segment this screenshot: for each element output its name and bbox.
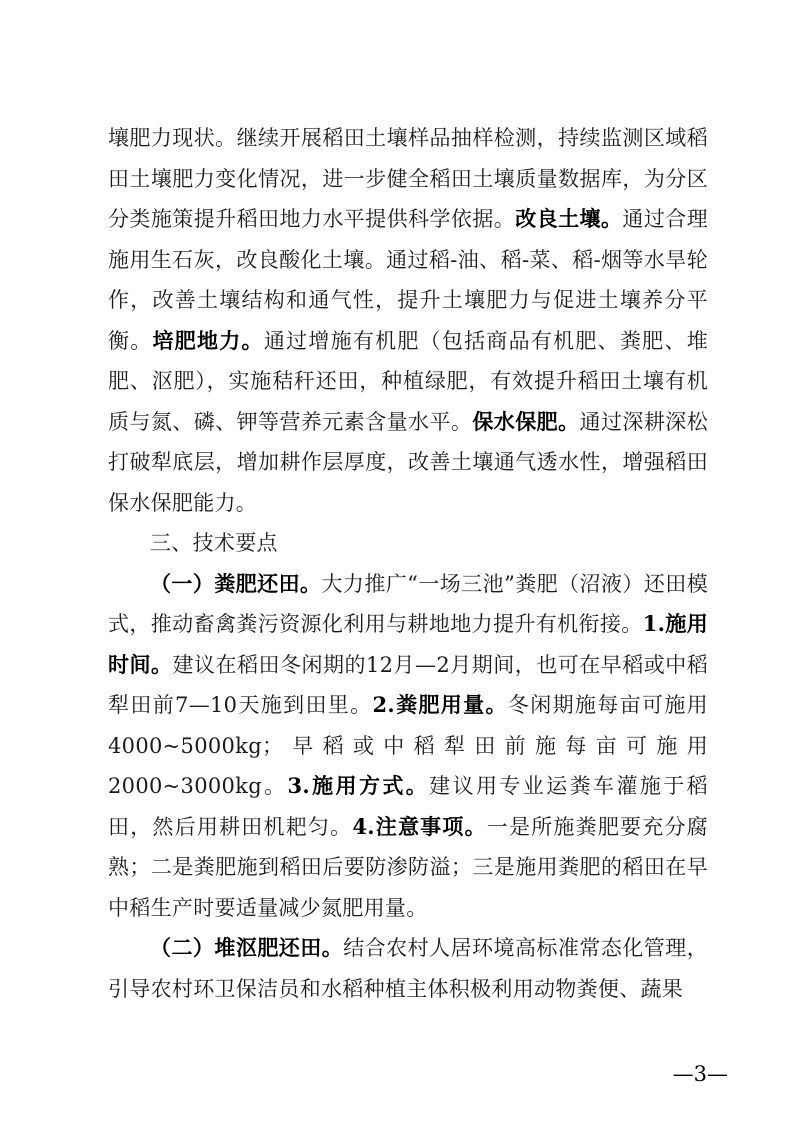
paragraph-text: 壤肥力现状。继续开展稻田土壤样品抽样检测，持续监测区域稻田土壤肥力变化情况，进一步健全稻田土壤质量数据库，为分区分类施策提升稻田地力水平提供科学依据。 — [108, 126, 708, 231]
paragraph-text: 大力推广“一场三池”粪肥（沼液）还田模式，推动畜禽粪污资源化利用与耕地地力提升有机衔接。 — [108, 571, 708, 636]
section-heading: 三、技术要点 — [150, 531, 278, 555]
paragraph-text: 建议在稻田冬闲期的12月—2月期间，也可在早稻或中稻犁田前7—10天施到田里。 — [108, 652, 708, 717]
bold-term-timing: 1.施用时间。 — [108, 611, 709, 677]
paragraph-text: 通过深耕深松打破犁底层，增加耕作层厚度，改善土壤通气透水性，增强稻田保水保肥能力。 — [108, 409, 708, 515]
paragraph-soil-fertility — [108, 118, 708, 523]
subsection-heading-compost: （二）堆沤肥还田。 — [150, 935, 344, 960]
bold-term-amount: 2.粪肥用量。 — [372, 692, 508, 717]
bold-term-method: 3.施用方式。 — [287, 773, 430, 798]
bold-term-improve-soil: 改良土壤。 — [515, 206, 623, 231]
paragraph-text: 建议用专业运粪车灌施于稻田，然后用耕田机耙匀。 — [108, 774, 708, 839]
bold-term-fertility: 培肥地力。 — [152, 327, 264, 353]
paragraph-manure — [108, 564, 708, 929]
paragraph-text: 通过合理施用生石灰，改良酸化土壤。通过稻-油、稻-菜、稻-烟等水旱轮作，改善土壤结构和通气性，提升土壤肥力与促进土壤养分平衡。 — [108, 207, 709, 353]
paragraph-compost — [108, 928, 708, 1009]
paragraph-text: 一是所施粪肥要充分腐熟；二是粪肥施到稻田后要防渗防溢；三是施用粪肥的稻田在早中稻生产时要适量减少氮肥用量。 — [108, 814, 708, 920]
page-number: —3— — [672, 1062, 728, 1086]
bold-term-precautions: 4.注意事项。 — [352, 813, 487, 839]
subsection-heading-manure: （一）粪肥还田。 — [150, 570, 322, 596]
bold-term-water-retention: 保水保肥。 — [472, 408, 580, 434]
paragraph-text: 通过增施有机肥（包括商品有机肥、粪肥、堆肥、沤肥），实施秸秆还田，种植绿肥，有效提升稻田土壤有机质与氮、磷、钾等营养元素含量水平。 — [108, 328, 708, 434]
paragraph-text: 冬闲期施每亩可施用4000~5000kg；早稻或中稻犁田前施每亩可施用2000~3000kg。 — [108, 693, 708, 798]
document-body — [108, 118, 708, 1009]
paragraph-text: 结合农村人居环境高标准常态化管理，引导农村环卫保洁员和水稻种植主体积极利用动物粪便、蔬果 — [108, 936, 708, 1001]
